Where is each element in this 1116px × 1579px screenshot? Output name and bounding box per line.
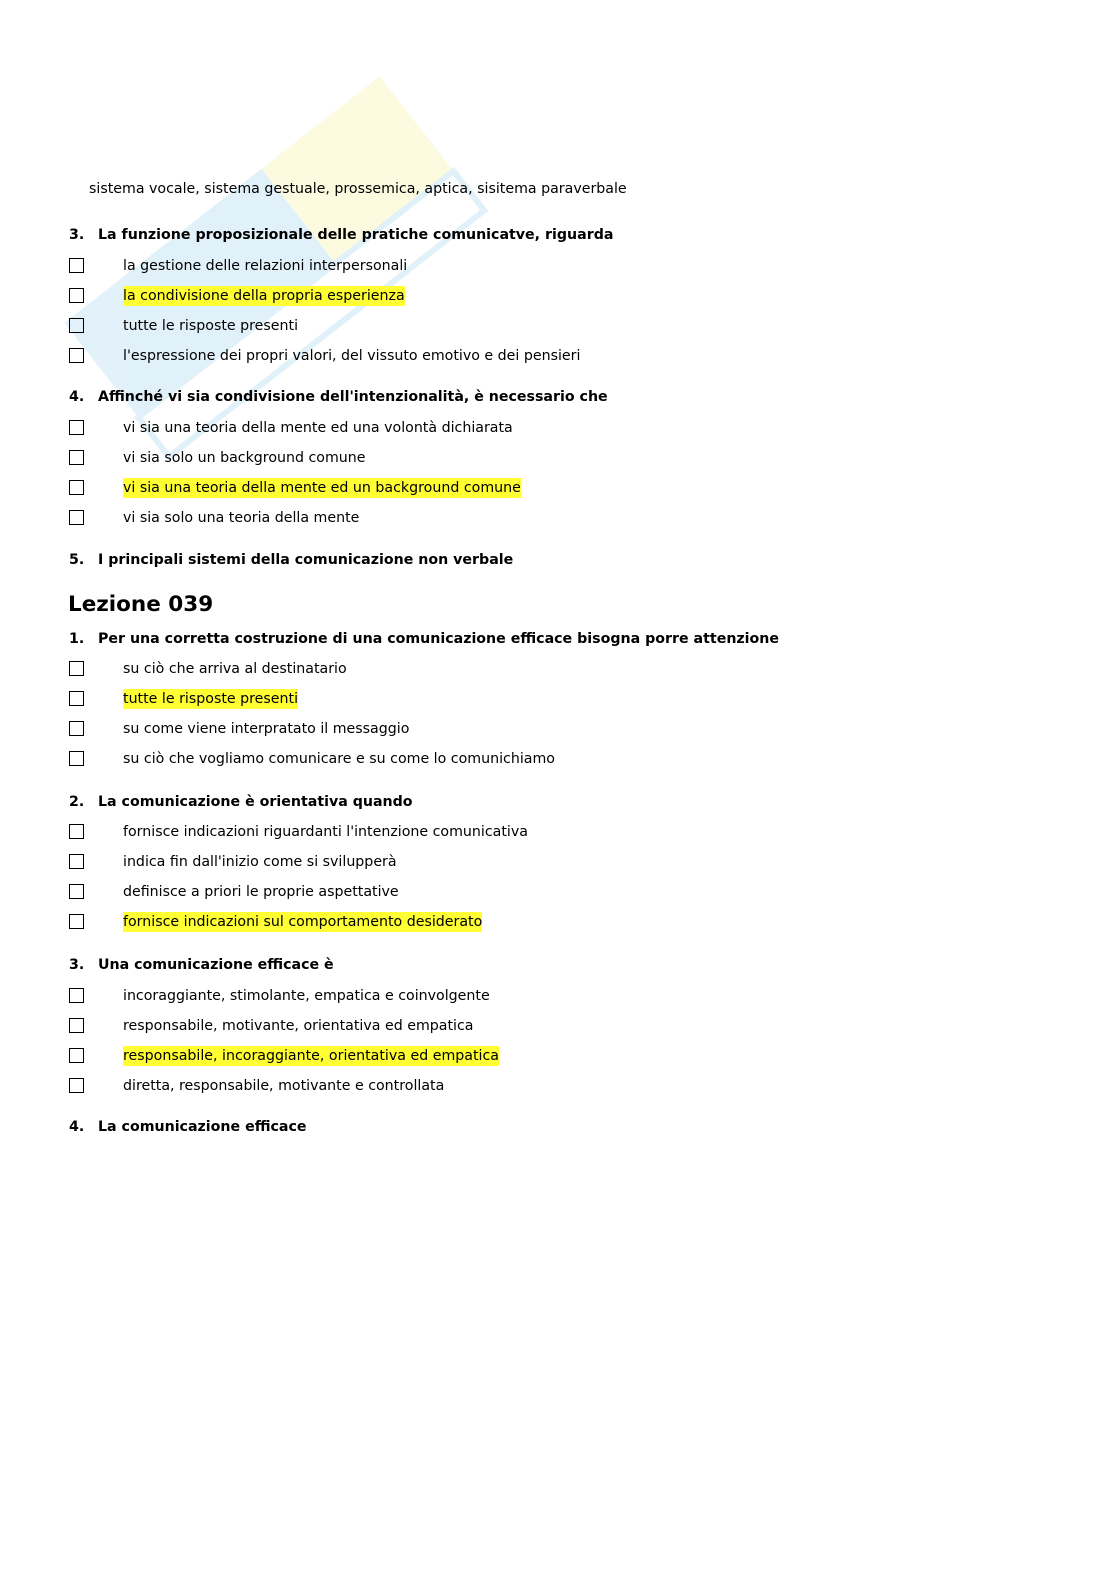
answer-option-label: l'espressione dei propri valori, del vissuto emotivo e dei pensieri <box>123 348 581 364</box>
question-text: Affinché vi sia condivisione dell'intenzionalità, è necessario che <box>98 389 608 405</box>
checkbox[interactable] <box>69 450 84 465</box>
question-text: I principali sistemi della comunicazione non verbale <box>98 552 514 568</box>
checkbox[interactable] <box>69 318 84 333</box>
answer-option-highlighted-label: tutte le risposte presenti <box>123 691 299 707</box>
checkbox[interactable] <box>69 884 84 899</box>
question <box>69 794 413 810</box>
question <box>69 1119 307 1135</box>
checkbox[interactable] <box>69 988 84 1003</box>
answer-option-highlighted-label: responsabile, incoraggiante, orientativa ed empatica <box>123 1048 499 1064</box>
watermark-band <box>64 77 453 418</box>
lesson-heading: Lezione 039 <box>68 592 214 617</box>
checkbox[interactable] <box>69 1078 84 1093</box>
checkbox[interactable] <box>69 1018 84 1033</box>
checkbox[interactable] <box>69 854 84 869</box>
question-number: 4. <box>69 1119 85 1135</box>
checkbox[interactable] <box>69 661 84 676</box>
watermark-subband <box>138 171 484 457</box>
answer-option-label: fornisce indicazioni riguardanti l'intenzione comunicativa <box>123 824 528 840</box>
answer-option-label: su come viene interpratato il messaggio <box>123 721 410 737</box>
answer-option-label: tutte le risposte presenti <box>123 318 299 334</box>
answer-option-highlighted-label: fornisce indicazioni sul comportamento desiderato <box>123 914 483 930</box>
question-number: 4. <box>69 389 85 405</box>
checkbox[interactable] <box>69 721 84 736</box>
answer-option-label: definisce a priori le proprie aspettative <box>123 884 399 900</box>
checkbox[interactable] <box>69 348 84 363</box>
question-text: La comunicazione è orientativa quando <box>98 794 413 810</box>
answer-option-highlighted-label: vi sia una teoria della mente ed un background comune <box>123 480 521 496</box>
checkbox[interactable] <box>69 480 84 495</box>
question-text: Una comunicazione efficace è <box>98 957 334 973</box>
question-number: 1. <box>69 631 85 647</box>
question-text: Per una corretta costruzione di una comunicazione efficace bisogna porre attenzione <box>98 631 780 647</box>
question-number: 3. <box>69 957 85 973</box>
answer-option-label: vi sia solo una teoria della mente <box>123 510 360 526</box>
checkbox[interactable] <box>69 824 84 839</box>
checkbox[interactable] <box>69 691 84 706</box>
checkbox[interactable] <box>69 288 84 303</box>
checkbox[interactable] <box>69 1048 84 1063</box>
question <box>69 631 779 647</box>
answer-option-label: incoraggiante, stimolante, empatica e coinvolgente <box>123 988 490 1004</box>
answer-option-label: diretta, responsabile, motivante e controllata <box>123 1078 445 1094</box>
answer-option-label: vi sia una teoria della mente ed una volontà dichiarata <box>123 420 513 436</box>
question-number: 2. <box>69 794 85 810</box>
question <box>69 227 613 243</box>
answer-option-highlighted-label: la condivisione della propria esperienza <box>123 288 405 304</box>
question-text: La comunicazione efficace <box>98 1119 307 1135</box>
answer-option-label: la gestione delle relazioni interpersonali <box>123 258 408 274</box>
answer-option-label: indica fin dall'inizio come si svilupperà <box>123 854 397 870</box>
question-text: La funzione proposizionale delle pratiche comunicatve, riguarda <box>98 227 614 243</box>
question <box>69 389 608 405</box>
answer-text: sistema vocale, sistema gestuale, prossemica, aptica, sisitema paraverbale <box>89 181 627 197</box>
question <box>69 552 513 568</box>
answer-option-label: su ciò che vogliamo comunicare e su come lo comunichiamo <box>123 751 555 767</box>
answer-option-label: su ciò che arriva al destinatario <box>123 661 347 677</box>
answer-option-label: responsabile, motivante, orientativa ed empatica <box>123 1018 474 1034</box>
answer-option-label: vi sia solo un background comune <box>123 450 366 466</box>
checkbox[interactable] <box>69 258 84 273</box>
checkbox[interactable] <box>69 510 84 525</box>
question-number: 3. <box>69 227 85 243</box>
question-number: 5. <box>69 552 85 568</box>
checkbox[interactable] <box>69 751 84 766</box>
checkbox[interactable] <box>69 420 84 435</box>
question <box>69 957 334 973</box>
checkbox[interactable] <box>69 914 84 929</box>
